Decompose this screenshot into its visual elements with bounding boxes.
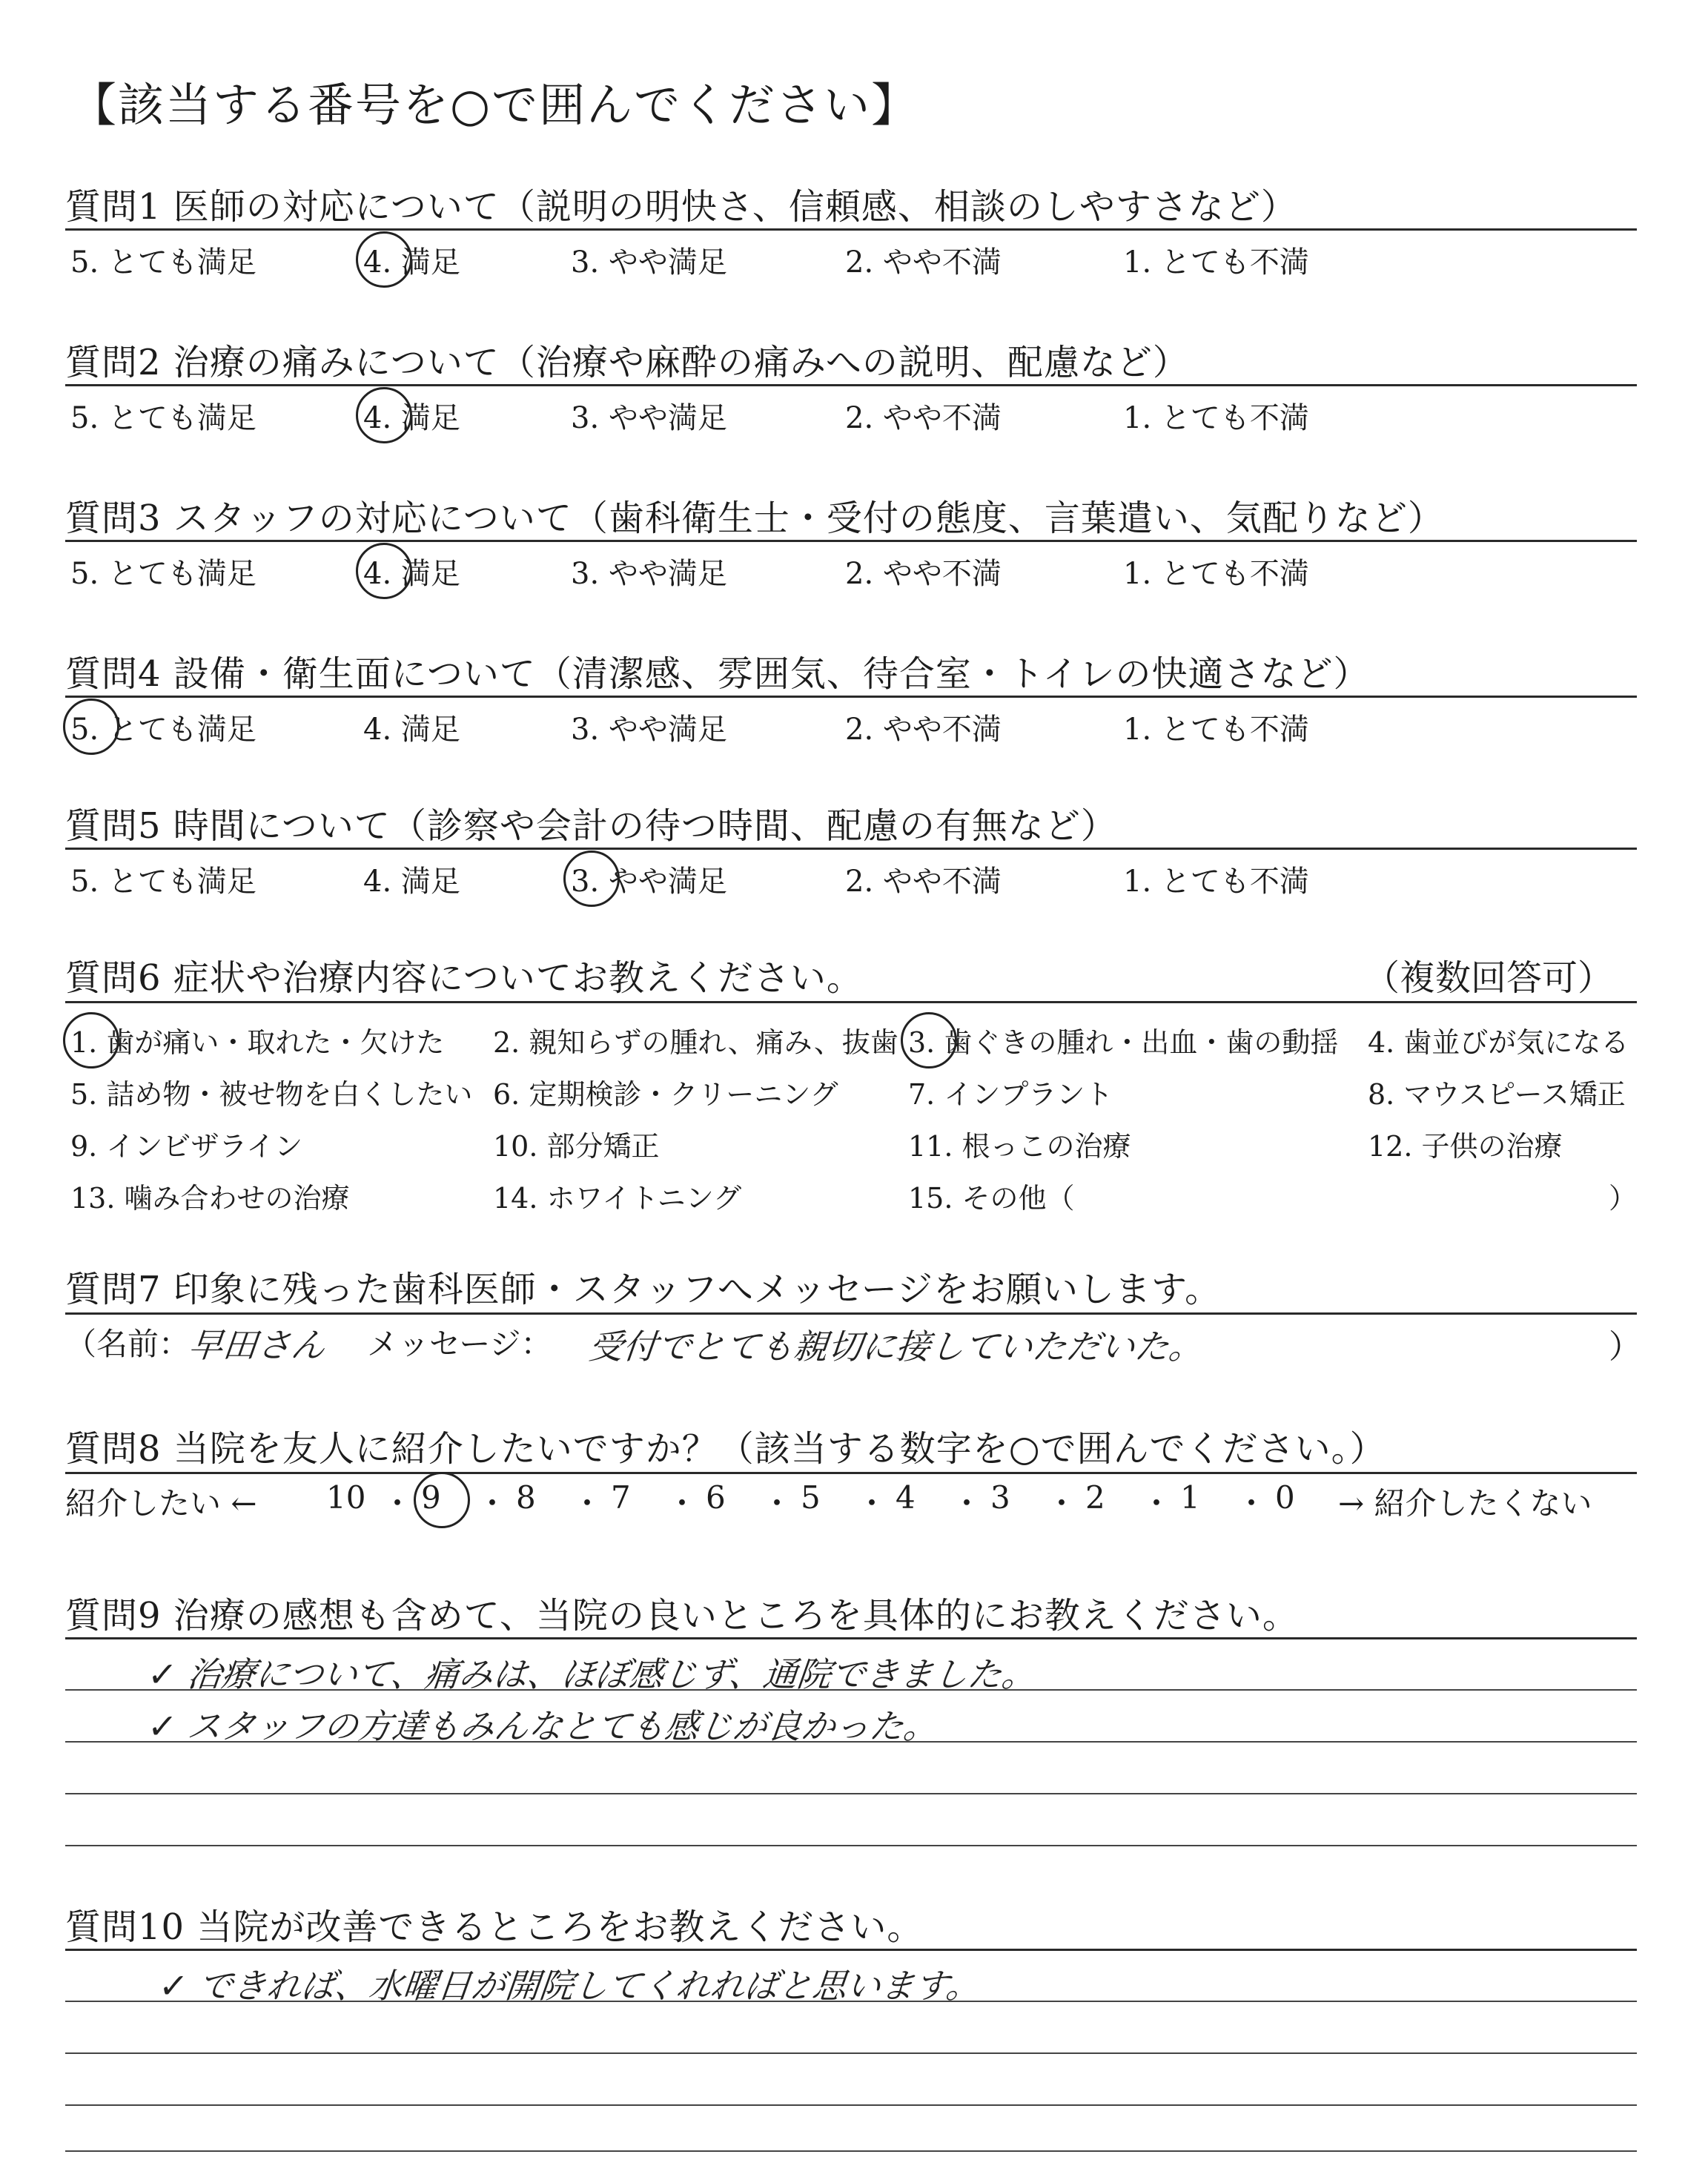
q7-message-label: メッセージ： <box>367 1326 552 1362</box>
q5-option-5[interactable]: 5. とても満足 <box>70 865 256 899</box>
q3-option-2[interactable]: 2. やや不満 <box>845 557 1002 591</box>
q4-rule <box>65 696 1637 698</box>
q8-scale-separator: ・ <box>382 1485 414 1522</box>
q8-scale-separator: ・ <box>1236 1485 1268 1522</box>
q8-scale-8[interactable]: 8 <box>516 1479 536 1516</box>
q2-option-5[interactable]: 5. とても満足 <box>70 401 256 435</box>
q9-title: 質問9 治療の感想も含めて、当院の良いところを具体的にお教えください。 <box>65 1595 1299 1636</box>
q8-scale-separator: ・ <box>951 1485 983 1522</box>
q6-option-6[interactable]: 6. 定期検診・クリーニング <box>493 1078 838 1111</box>
q4-option-4[interactable]: 4. 満足 <box>363 713 460 747</box>
q8-scale-separator: ・ <box>1046 1485 1078 1522</box>
q5-title: 質問5 時間について（診察や会計の待つ時間、配慮の有無など） <box>65 805 1117 847</box>
q9-rule <box>65 1637 1637 1639</box>
q7-title: 質問7 印象に残った歯科医師・スタッフへメッセージをお願いします。 <box>65 1269 1222 1310</box>
q1-rule <box>65 228 1637 231</box>
q5-option-1[interactable]: 1. とても不満 <box>1123 865 1309 899</box>
q6-rule <box>65 1001 1637 1003</box>
q8-scale-1[interactable]: 1 <box>1180 1479 1200 1516</box>
q7-name-label: （名前： <box>65 1326 191 1362</box>
q2-option-4[interactable]: 4. 満足 <box>363 394 460 437</box>
q7-message-value: 受付でとても親切に接していただいた。 <box>586 1327 1205 1367</box>
q4-option-5[interactable]: 5. とても満足 <box>70 706 256 748</box>
q6-option-7[interactable]: 7. インプラント <box>908 1078 1113 1111</box>
q6-title: 質問6 症状や治療内容についてお教えください。 <box>65 957 863 999</box>
q10-line-2 <box>65 2052 1637 2054</box>
q8-scale-7[interactable]: 7 <box>611 1479 631 1516</box>
q5-option-3[interactable]: 3. やや満足 <box>571 858 727 900</box>
q8-scale-separator: ・ <box>666 1485 698 1522</box>
q8-scale-separator: ・ <box>477 1485 509 1522</box>
q2-option-2[interactable]: 2. やや不満 <box>845 401 1002 435</box>
q6-option-3[interactable]: 3. 歯ぐきの腫れ・出血・歯の動揺 <box>908 1020 1338 1060</box>
q3-option-5[interactable]: 5. とても満足 <box>70 557 256 591</box>
q1-option-4[interactable]: 4. 満足 <box>363 239 460 281</box>
q1-option-3[interactable]: 3. やや満足 <box>571 245 727 280</box>
q10-rule <box>65 1949 1637 1951</box>
q8-title: 質問8 当院を友人に紹介したいですか？（該当する数字を○で囲んでください。） <box>65 1428 1386 1470</box>
q1-option-1[interactable]: 1. とても不満 <box>1123 245 1309 280</box>
q7-name-value: 早田さん <box>186 1325 328 1365</box>
q2-option-3[interactable]: 3. やや満足 <box>571 401 727 435</box>
q8-scale-2[interactable]: 2 <box>1085 1479 1105 1516</box>
q1-title: 質問1 医師の対応について（説明の明快さ、信頼感、相談のしやすさなど） <box>65 186 1297 228</box>
q6-option-5[interactable]: 5. 詰め物・被せ物を白くしたい <box>70 1078 473 1111</box>
q9-line-3 <box>65 1793 1637 1794</box>
q8-scale-4[interactable]: 4 <box>896 1479 916 1516</box>
q7-close-paren: ） <box>1609 1328 1641 1366</box>
q8-scale-separator: ・ <box>1141 1485 1173 1522</box>
q9-answer-1: ✓ 治療について、痛みは、ほぼ感じず、通院できました。 <box>145 1654 1039 1694</box>
q4-option-1[interactable]: 1. とても不満 <box>1123 713 1309 747</box>
q6-option-9[interactable]: 9. インビザライン <box>70 1130 303 1163</box>
q4-option-3[interactable]: 3. やや満足 <box>571 713 727 747</box>
q6-note: （複数回答可） <box>1364 957 1614 999</box>
q8-rule <box>65 1472 1637 1474</box>
q1-option-2[interactable]: 2. やや不満 <box>845 245 1002 280</box>
q8-scale-6[interactable]: 6 <box>706 1479 726 1516</box>
q6-other-close-paren: ） <box>1609 1182 1638 1215</box>
q5-rule <box>65 848 1637 850</box>
q2-rule <box>65 384 1637 386</box>
q4-title: 質問4 設備・衛生面について（清潔感、雰囲気、待合室・トイレの快適さなど） <box>65 653 1370 695</box>
q3-rule <box>65 540 1637 542</box>
q6-option-13[interactable]: 13. 噛み合わせの治療 <box>70 1182 350 1215</box>
q10-title: 質問10 当院が改善できるところをお教えください。 <box>65 1906 924 1948</box>
q10-line-3 <box>65 2104 1637 2106</box>
q8-scale-0[interactable]: 0 <box>1275 1479 1295 1516</box>
q3-title: 質問3 スタッフの対応について（歯科衛生士・受付の態度、言葉遣い、気配りなど） <box>65 498 1444 539</box>
q10-answer-1: ✓ できれば、水曜日が開院してくれればと思います。 <box>156 1966 983 2006</box>
q6-option-2[interactable]: 2. 親知らずの腫れ、痛み、抜歯 <box>493 1026 898 1059</box>
q3-option-3[interactable]: 3. やや満足 <box>571 557 727 591</box>
q8-left-label: 紹介したい ← <box>65 1485 257 1522</box>
q6-option-11[interactable]: 11. 根っこの治療 <box>908 1130 1131 1163</box>
q8-scale-separator: ・ <box>761 1485 793 1522</box>
q8-scale-3[interactable]: 3 <box>990 1479 1010 1516</box>
q9-line-4 <box>65 1845 1637 1846</box>
q6-option-10[interactable]: 10. 部分矯正 <box>493 1130 660 1163</box>
q5-option-2[interactable]: 2. やや不満 <box>845 865 1002 899</box>
q8-scale-9[interactable]: 9 <box>421 1479 441 1516</box>
page-title: 【該当する番号を○で囲んでください】 <box>70 78 919 132</box>
q6-option-4[interactable]: 4. 歯並びが気になる <box>1368 1026 1629 1059</box>
q9-answer-2: ✓ スタッフの方達もみんなとても感じが良かった。 <box>145 1706 940 1746</box>
q6-option-15[interactable]: 15. その他（ <box>908 1182 1075 1215</box>
q5-option-4[interactable]: 4. 満足 <box>363 865 460 899</box>
q6-option-1[interactable]: 1. 歯が痛い・取れた・欠けた <box>70 1020 444 1060</box>
q2-option-1[interactable]: 1. とても不満 <box>1123 401 1309 435</box>
q3-option-1[interactable]: 1. とても不満 <box>1123 557 1309 591</box>
q8-scale-separator: ・ <box>856 1485 888 1522</box>
q8-scale-separator: ・ <box>572 1485 603 1522</box>
q8-right-label: → 紹介したくない <box>1338 1485 1592 1522</box>
q2-title: 質問2 治療の痛みについて（治療や麻酔の痛みへの説明、配慮など） <box>65 342 1189 383</box>
q8-scale-5[interactable]: 5 <box>801 1479 821 1516</box>
q6-option-12[interactable]: 12. 子供の治療 <box>1368 1130 1563 1163</box>
q3-option-4[interactable]: 4. 満足 <box>363 550 460 592</box>
q1-option-5[interactable]: 5. とても満足 <box>70 245 256 280</box>
q8-scale-10[interactable]: 10 <box>326 1479 366 1516</box>
q10-line-4 <box>65 2150 1637 2152</box>
q7-rule <box>65 1312 1637 1315</box>
q6-option-14[interactable]: 14. ホワイトニング <box>493 1182 742 1215</box>
q6-option-8[interactable]: 8. マウスピース矯正 <box>1368 1078 1626 1111</box>
q4-option-2[interactable]: 2. やや不満 <box>845 713 1002 747</box>
